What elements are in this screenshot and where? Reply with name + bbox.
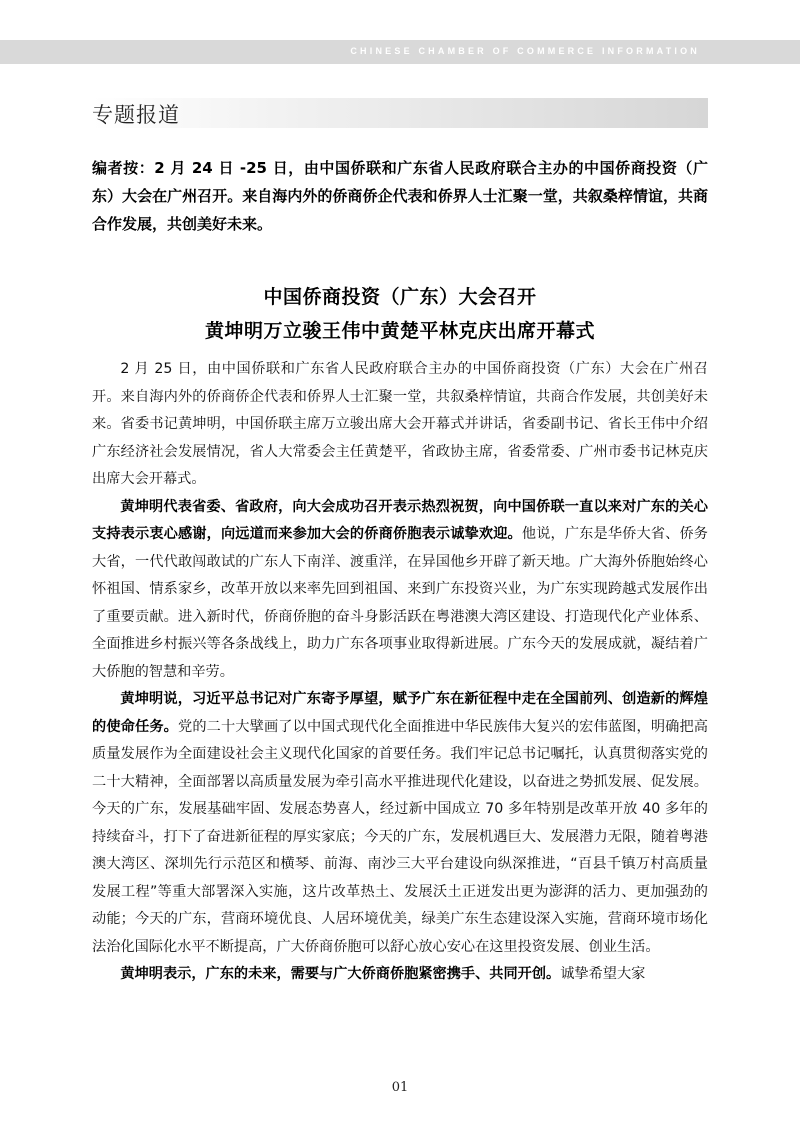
- paragraph-3-lead: 黄坤明说，习近平总书记对广东寄予厚望，赋予广东在新征程中走在全国前列、创造新的辉煌的使命任务。: [92, 691, 708, 735]
- paragraph-2-text: 他说，广东是华侨大省、侨务大省，一代代敢闯敢试的广东人下南洋、渡重洋，在异国他乡开辟了新天地。广大海外侨胞始终心怀祖国、情系家乡，改革开放以来率先回到祖国、来到广东投资兴业，为广东实现跨越式发展作出了重要贡献。进入新时代，侨商侨胞的奋斗身影活跃在粤港澳大湾区建设、打造现代化产业体系、全面推进乡村振兴等各条战线上，助力广东各项事业取得新进展。广东今天的发展成就，凝结着广大侨胞的智慧和辛劳。: [92, 526, 708, 680]
- page-number: 01: [391, 1080, 409, 1095]
- publication-name: CHINESE CHAMBER OF COMMERCE INFORMATION: [350, 46, 700, 56]
- header-band: [0, 40, 800, 64]
- paragraph-4: [92, 961, 708, 989]
- paragraph-3-text: 党的二十大擘画了以中国式现代化全面推进中华民族伟大复兴的宏伟蓝图，明确把高质量发展作为全面建设社会主义现代化国家的首要任务。我们牢记总书记嘱托，认真贯彻落实党的二十大精神，全面部署以高质量发展为牵引高水平推进现代化建设，以奋进之势抓发展、促发展。今天的广东，发展基础牢固、发展态势喜人，经过新中国成立 70 多年特别是改革开放 40 多年的持续奋斗，打下了奋进新征程的厚实家底；今天的广东，发展机遇巨大、发展潜力无限，随着粤港澳大湾区、深圳先行示范区和横琴、前海、南沙三大平台建设向纵深推进，“百县千镇万村高质量发展工程”等重大部署深入实施，这片改革热土、发展沃土正迸发出更为澎湃的活力、更加强劲的动能；今天的广东，营商环境优良、人居环境优美，绿美广东生态建设深入实施，营商环境市场化法治化国际化水平不断提高，广大侨商侨胞可以舒心放心安心在这里投资发展、创业生活。: [92, 718, 708, 955]
- article-body: [92, 356, 708, 989]
- section-header: [92, 98, 708, 128]
- paragraph-4-text: 诚挚希望大家: [560, 966, 646, 982]
- paragraph-4-lead: 黄坤明表示，广东的未来，需要与广大侨商侨胞紧密携手、共同开创。: [120, 966, 561, 982]
- article-title: 中国侨商投资（广东）大会召开: [263, 286, 537, 308]
- paragraph-3: [92, 686, 708, 961]
- paragraph-2: [92, 494, 708, 687]
- paragraph-2-lead: 黄坤明代表省委、省政府，向大会成功召开表示热烈祝贺，向中国侨联一直以来对广东的关心支持表示衷心感谢，向远道而来参加大会的侨商侨胞表示诚挚欢迎。: [92, 498, 708, 542]
- editor-note: 编者按：2 月 24 日 -25 日，由中国侨联和广东省人民政府联合主办的中国侨商投资（广东）大会在广州召开。来自海内外的侨商侨企代表和侨界人士汇聚一堂，共叙桑梓情谊，共商合作发展，共创美好未来。: [92, 159, 708, 233]
- article-subtitle: 黄坤明万立骏王伟中黄楚平林克庆出席开幕式: [204, 320, 595, 342]
- section-title: 专题报道: [92, 103, 180, 127]
- paragraph-1: 2 月 25 日，由中国侨联和广东省人民政府联合主办的中国侨商投资（广东）大会在广州召开。来自海内外的侨商侨企代表和侨界人士汇聚一堂，共叙桑梓情谊，共商合作发展，共创美好未来。省委书记黄坤明，中国侨联主席万立骏出席大会开幕式并讲话，省委副书记、省长王伟中介绍广东经济社会发展情况，省人大常委会主任黄楚平，省政协主席，省委常委、广州市委书记林克庆出席大会开幕式。: [92, 361, 708, 487]
